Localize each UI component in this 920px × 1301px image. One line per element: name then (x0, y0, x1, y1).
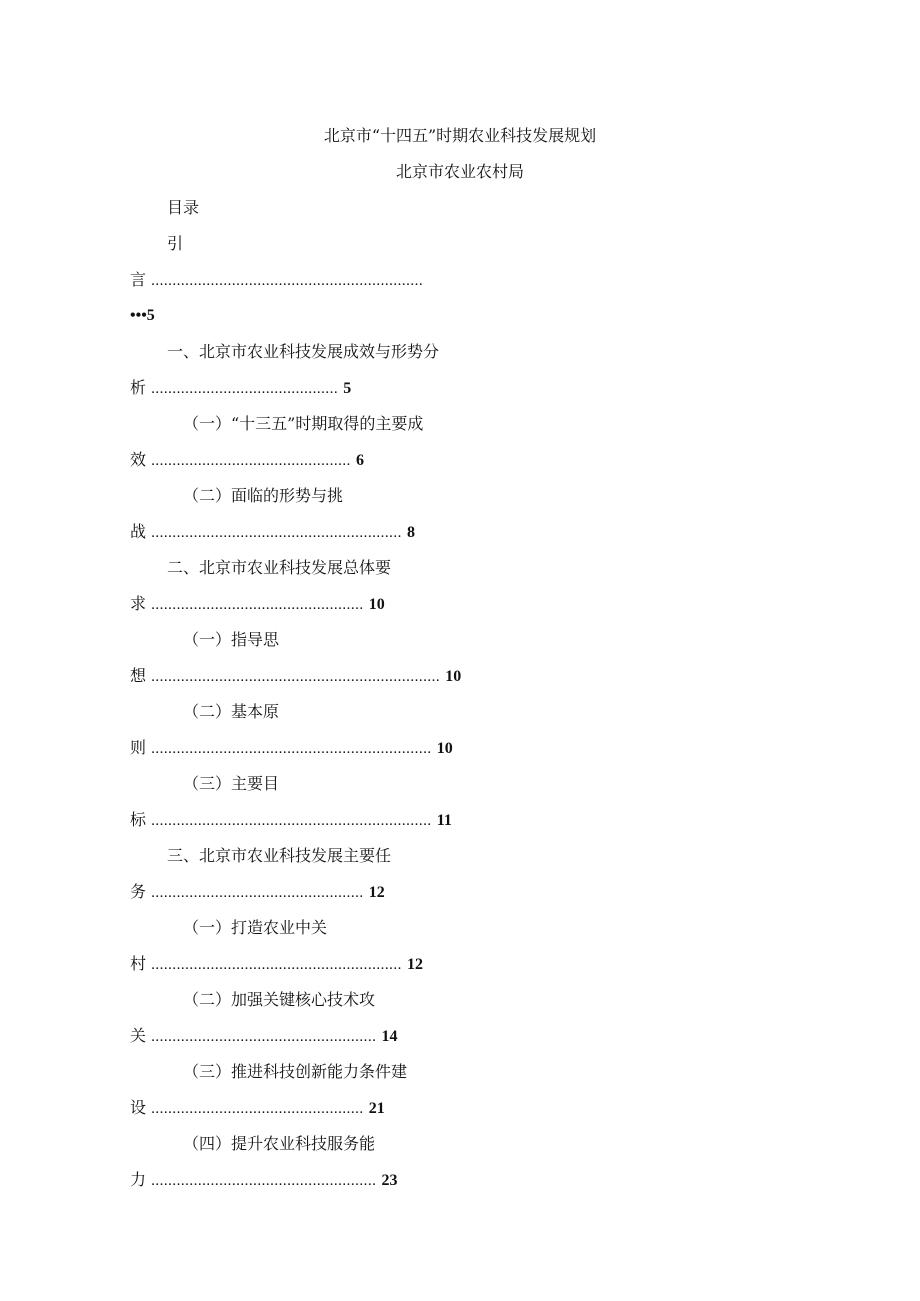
toc-entry-leader[interactable] (130, 954, 423, 975)
toc-entry-title-end: 效 (130, 450, 147, 469)
toc-page-number: 14 (381, 1028, 398, 1045)
toc-page-number: 8 (406, 524, 415, 541)
toc-entry-title-end: 析 (130, 378, 147, 397)
toc-dot-leader: ............................................... (151, 453, 351, 469)
toc-entry-leader[interactable] (130, 1098, 385, 1119)
toc-dot-leader: .................................................................... (151, 669, 441, 685)
toc-page-number: 10 (368, 596, 385, 613)
toc-entry-title: （一）“十三五”时期取得的主要成 (183, 414, 424, 433)
toc-dot-leader: ............................................ (151, 381, 339, 397)
document-author: 北京市农业农村局 (395, 162, 524, 181)
toc-entry-title-end: 设 (130, 1098, 147, 1117)
document-title: 北京市“十四五”时期农业科技发展规划 (323, 126, 597, 145)
toc-page-number: 21 (368, 1100, 385, 1117)
toc-entry-leader[interactable] (130, 666, 461, 687)
toc-entry-title-end: 力 (130, 1170, 147, 1189)
toc-dot-leader: ........................................................... (151, 957, 402, 973)
toc-dot-leader: .................................................................. (151, 741, 432, 757)
toc-entry-leader[interactable] (130, 1170, 397, 1191)
toc-entry-title: （四）提升农业科技服务能 (183, 1134, 376, 1153)
toc-page-number: 12 (368, 884, 385, 901)
toc-entry-title: 三、北京市农业科技发展主要任 (167, 846, 392, 865)
toc-entry-title-end: 求 (130, 594, 147, 613)
toc-entry-leader[interactable] (130, 270, 423, 291)
toc-entry-title-end: 则 (130, 738, 147, 757)
toc-dot-leader: .................................................................. (151, 813, 432, 829)
toc-heading: 目录 (167, 198, 200, 217)
toc-entry-title: （一）打造农业中关 (183, 918, 328, 937)
toc-dot-leader: .................................................. (151, 597, 364, 613)
toc-entry-title: 引 (167, 234, 184, 253)
toc-entry-title: （二）面临的形势与挑 (183, 486, 344, 505)
toc-entry-title: （二）基本原 (183, 702, 280, 721)
toc-entry-title-end: 村 (130, 954, 147, 973)
toc-entry-leader[interactable] (130, 1026, 397, 1047)
toc-entry-title-end: 务 (130, 882, 147, 901)
toc-entry-title: （一）指导思 (183, 630, 280, 649)
toc-page-number: 23 (381, 1172, 398, 1189)
toc-entry-title: 二、北京市农业科技发展总体要 (167, 558, 392, 577)
toc-entry-leader[interactable] (130, 450, 364, 471)
toc-entry-leader[interactable] (130, 594, 385, 615)
toc-entry-leader[interactable] (130, 522, 415, 543)
toc-dot-leader: ........................................................... (151, 525, 402, 541)
toc-entry-title-end: 战 (130, 522, 147, 541)
toc-dot-leader: .................................................. (151, 885, 364, 901)
toc-page-number: •••5 (130, 307, 155, 324)
toc-entry-leader[interactable] (130, 810, 452, 831)
toc-page-number: 10 (445, 668, 462, 685)
toc-entry-title-end: 关 (130, 1026, 147, 1045)
toc-entry-leader[interactable] (130, 882, 385, 903)
toc-page-number: 6 (355, 452, 364, 469)
toc-dot-leader: .................................................. (151, 1101, 364, 1117)
toc-page-number: 5 (343, 380, 352, 397)
toc-page-number: 11 (436, 812, 452, 829)
toc-page-number: 12 (406, 956, 423, 973)
toc-entry-title-end: 言 (130, 270, 147, 289)
toc-entry-title-end: 想 (130, 666, 147, 685)
toc-entry-title: （三）推进科技创新能力条件建 (183, 1062, 408, 1081)
toc-page-number: 10 (436, 740, 453, 757)
toc-entry-leader[interactable] (130, 738, 453, 759)
toc-entry-title: （二）加强关键核心技术攻 (183, 990, 376, 1009)
toc-dot-leader: ................................................................ (151, 273, 424, 289)
toc-entry-title: 一、北京市农业科技发展成效与形势分 (167, 342, 440, 361)
toc-dot-leader: ..................................................... (151, 1173, 377, 1189)
toc-dot-leader: ..................................................... (151, 1029, 377, 1045)
toc-entry-leader[interactable] (130, 378, 351, 399)
toc-entry-title-end: 标 (130, 810, 147, 829)
toc-entry-title: （三）主要目 (183, 774, 280, 793)
